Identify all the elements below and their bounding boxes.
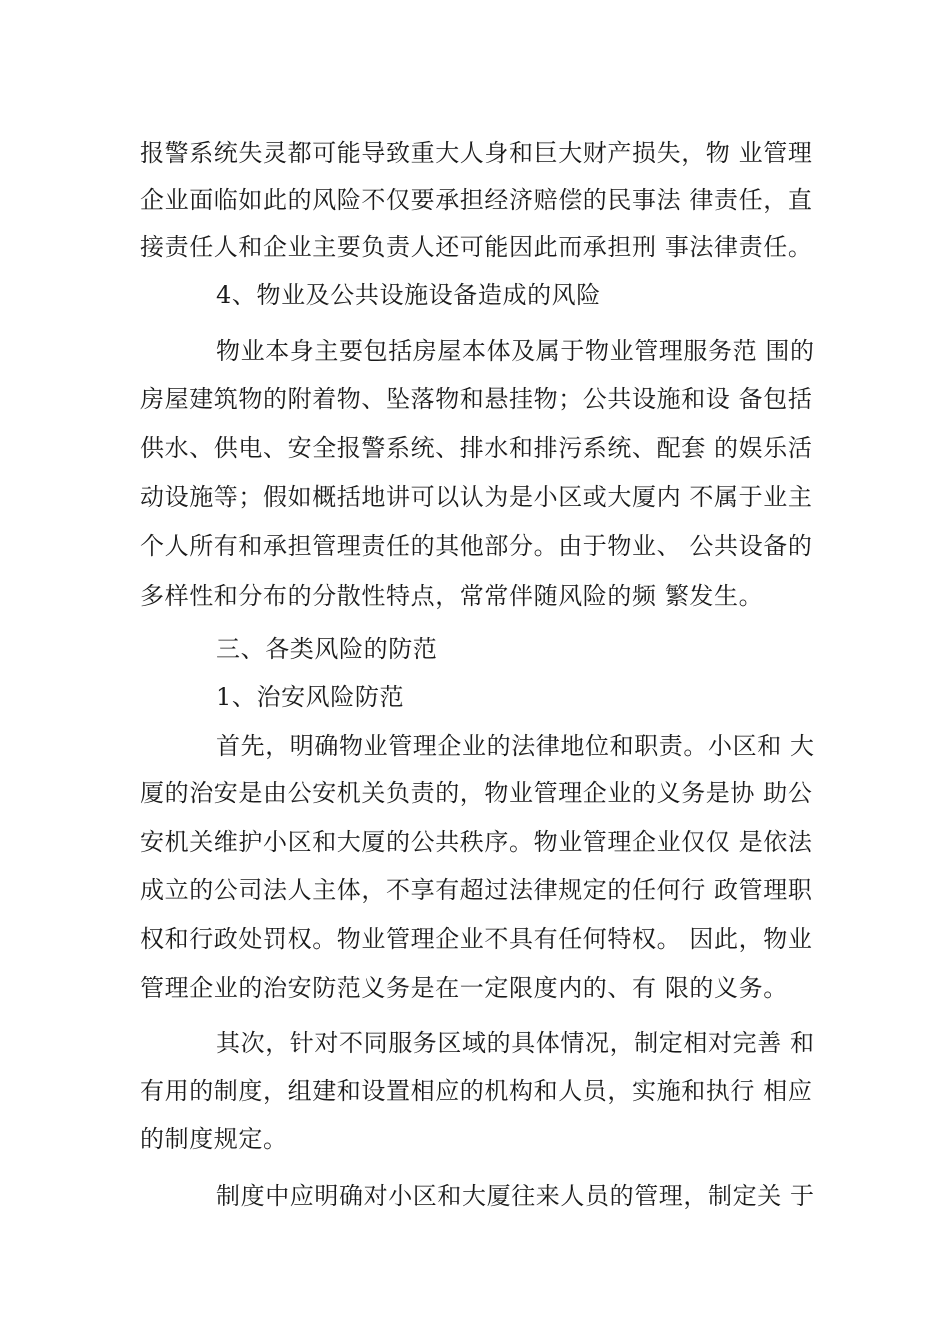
section-heading: 4、物业及公共设施设备造成的风险 [216, 281, 601, 309]
text-line: 房屋建筑物的附着物、坠落物和悬挂物；公共设施和设 备包括 [140, 385, 813, 413]
text-line: 制度中应明确对小区和大厦往来人员的管理，制定关 于 [216, 1182, 815, 1210]
text-line: 权和行政处罚权。物业管理企业不具有任何特权。 因此，物业 [140, 925, 813, 953]
section-heading: 三、各类风险的防范 [216, 635, 438, 663]
text-line: 首先，明确物业管理企业的法律地位和职责。小区和 大 [216, 732, 815, 760]
text-line: 个人所有和承担管理责任的其他部分。由于物业、 公共设备的 [140, 532, 813, 560]
text-line: 成立的公司法人主体，不享有超过法律规定的任何行 政管理职 [140, 876, 813, 904]
text-line: 有用的制度，组建和设置相应的机构和人员，实施和执行 相应 [140, 1077, 813, 1105]
text-line: 物业本身主要包括房屋本体及属于物业管理服务范 围的 [216, 337, 815, 365]
text-line: 多样性和分布的分散性特点，常常伴随风险的频 繁发生。 [140, 582, 764, 610]
text-line: 企业面临如此的风险不仅要承担经济赔偿的民事法 律责任，直 [140, 186, 813, 214]
text-line: 的制度规定。 [140, 1125, 288, 1153]
text-line: 厦的治安是由公安机关负责的，物业管理企业的义务是协 助公 [140, 779, 813, 807]
text-line: 接责任人和企业主要负责人还可能因此而承担刑 事法律责任。 [140, 233, 813, 261]
text-line: 报警系统失灵都可能导致重大人身和巨大财产损失，物 业管理 [140, 139, 813, 167]
text-line: 管理企业的治安防范义务是在一定限度内的、有 限的义务。 [140, 974, 788, 1002]
text-line: 动设施等；假如概括地讲可以认为是小区或大厦内 不属于业主 [140, 483, 813, 511]
text-line: 其次，针对不同服务区域的具体情况，制定相对完善 和 [216, 1029, 815, 1057]
subsection-heading: 1、治安风险防范 [216, 683, 405, 711]
text-line: 安机关维护小区和大厦的公共秩序。物业管理企业仅仅 是依法 [140, 828, 813, 856]
text-line: 供水、供电、安全报警系统、排水和排污系统、配套 的娱乐活 [140, 434, 813, 462]
